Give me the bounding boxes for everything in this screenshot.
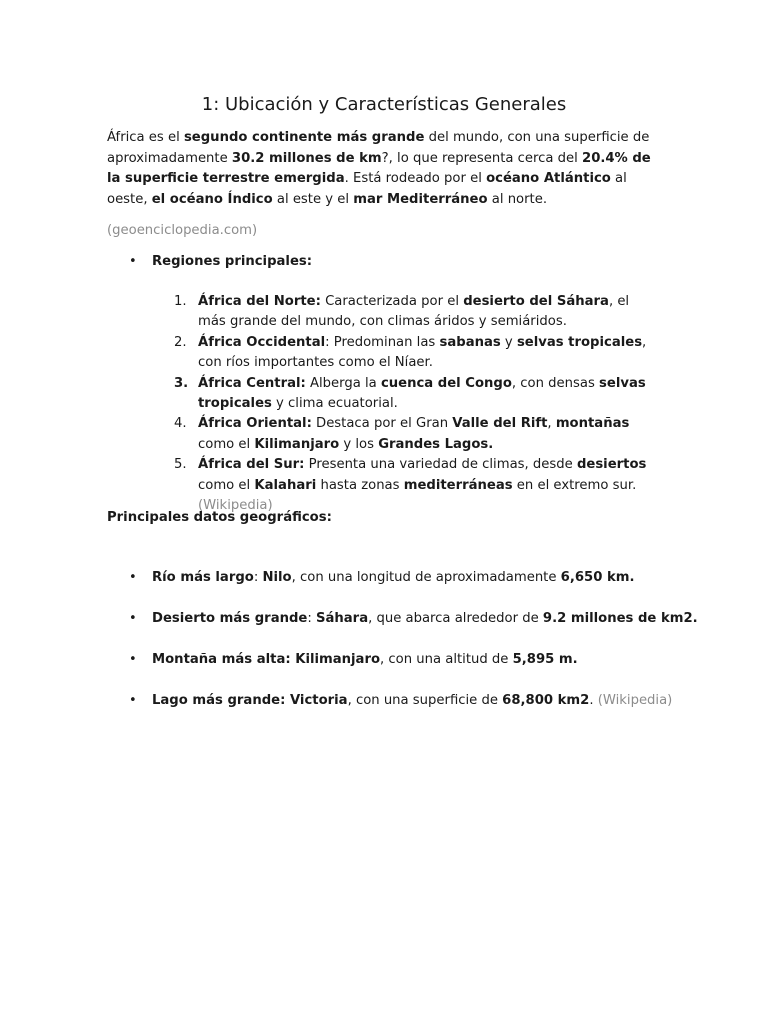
- intro-text: al norte.: [487, 191, 548, 207]
- region-bold: selvas tropicales: [516, 334, 643, 350]
- region-bold: montañas: [555, 416, 630, 432]
- geo-text: [152, 609, 698, 629]
- intro-bold: 30.2 millones de km: [231, 150, 382, 166]
- geo-text-part: , con una superficie de: [347, 693, 503, 708]
- bullet-icon: •: [129, 254, 137, 269]
- region-name: África Occidental: [198, 334, 326, 350]
- bullet-icon: •: [129, 652, 137, 667]
- intro-text: al oeste,: [107, 171, 627, 207]
- bullet-icon: •: [129, 570, 137, 585]
- region-bold: Valle del Rift: [452, 416, 548, 432]
- list-number: 5.: [174, 457, 187, 473]
- intro-text: al este y el: [272, 191, 354, 207]
- list-number: 2.: [174, 334, 187, 350]
- geo-bold: 6,650 km.: [560, 570, 635, 585]
- geo-label: Lago más grande: Victoria: [152, 693, 348, 708]
- region-text: como el: [198, 477, 255, 493]
- region-text: ,: [547, 416, 556, 432]
- intro-text: . Está rodeado por el: [344, 171, 487, 187]
- region-name: África del Sur:: [198, 457, 305, 473]
- geo-text-part: , que abarca alrededor de: [368, 611, 543, 626]
- intro-text: ?, lo que representa cerca del: [381, 150, 583, 166]
- geo-sep: :: [307, 611, 316, 626]
- intro-bold: segundo continente más grande: [183, 130, 425, 145]
- list-item: [160, 414, 660, 455]
- geo-value: Nilo: [262, 570, 292, 585]
- region-text: Caracterizada por el: [320, 294, 464, 309]
- region-text: y los: [339, 436, 379, 452]
- geo-heading: Principales datos geográficos:: [107, 510, 332, 525]
- intro-bold: 20.4% de la superficie terrestre emergida: [107, 150, 651, 187]
- geo-text: [152, 650, 578, 670]
- region-bold: sabanas: [439, 334, 501, 350]
- list-number: 1.: [174, 294, 187, 309]
- region-name: África Central:: [198, 375, 306, 391]
- region-text: Destaca por el Gran: [311, 416, 453, 432]
- intro-bold: océano Atlántico: [486, 171, 611, 187]
- region-text: , el más grande del mundo, con climas áridos y semiáridos.: [198, 294, 630, 330]
- regions-heading: Regiones principales:: [152, 254, 313, 269]
- list-item: [160, 333, 660, 374]
- intro-text: África es el: [107, 130, 184, 145]
- bullet-icon: •: [129, 693, 137, 708]
- region-text: hasta zonas: [316, 477, 404, 493]
- intro-bold: el océano Índico: [151, 191, 273, 207]
- source-citation: (Wikipedia): [198, 498, 273, 514]
- geo-label: Desierto más grande: [152, 611, 308, 626]
- region-bold: desierto del Sáhara: [463, 294, 609, 309]
- geo-text-part: .: [589, 693, 598, 708]
- geo-value: Sáhara: [316, 611, 369, 626]
- region-text: como el: [198, 436, 255, 452]
- region-text: : Predominan las: [325, 334, 440, 350]
- list-item: [160, 292, 660, 333]
- geo-text-part: , con una longitud de aproximadamente: [291, 570, 561, 585]
- list-number: 4.: [174, 416, 187, 432]
- region-bold: selvas tropicales: [198, 375, 646, 412]
- region-bold: cuenca del Congo: [380, 375, 512, 391]
- geo-text-part: , con una altitud de: [380, 652, 513, 667]
- geo-label: Río más largo: [152, 570, 254, 585]
- region-bold: Kilimanjaro: [254, 436, 340, 452]
- region-text: Presenta una variedad de climas, desde: [304, 457, 577, 473]
- region-text: , con ríos importantes como el Níaer.: [198, 334, 647, 371]
- region-bold: desiertos: [576, 457, 647, 473]
- intro-bold: mar Mediterráneo: [353, 191, 488, 207]
- region-bold: Kalahari: [254, 477, 317, 493]
- source-citation: (Wikipedia): [597, 693, 673, 708]
- geo-bold: 9.2 millones de km2.: [542, 611, 698, 626]
- geo-sep: :: [253, 570, 263, 585]
- region-text: , con densas: [511, 375, 600, 391]
- intro-paragraph: [107, 128, 667, 210]
- region-bold: Grandes Lagos.: [378, 436, 494, 452]
- geo-text: [152, 568, 634, 588]
- geo-bold: 68,800 km2: [502, 693, 590, 708]
- geo-text: [152, 691, 672, 711]
- region-text: Alberga la: [305, 375, 381, 391]
- region-text: y clima ecuatorial.: [271, 396, 398, 412]
- list-item: [160, 374, 660, 415]
- region-name: África del Norte:: [198, 294, 321, 309]
- geo-label: Montaña más alta: Kilimanjaro: [152, 652, 381, 667]
- geo-bold: 5,895 m.: [512, 652, 578, 667]
- region-text: en el extremo sur.: [512, 477, 637, 493]
- regions-list: [160, 292, 660, 516]
- intro-text: del mundo, con una superficie de aproximadamente: [107, 130, 650, 166]
- bullet-icon: •: [129, 611, 137, 626]
- region-bold: mediterráneas: [403, 477, 513, 493]
- source-citation: (geoenciclopedia.com): [107, 223, 258, 238]
- page-title: 1: Ubicación y Características Generales: [201, 94, 567, 115]
- list-number: 3.: [174, 375, 189, 391]
- region-text: y: [500, 334, 517, 350]
- region-name: África Oriental:: [198, 416, 312, 432]
